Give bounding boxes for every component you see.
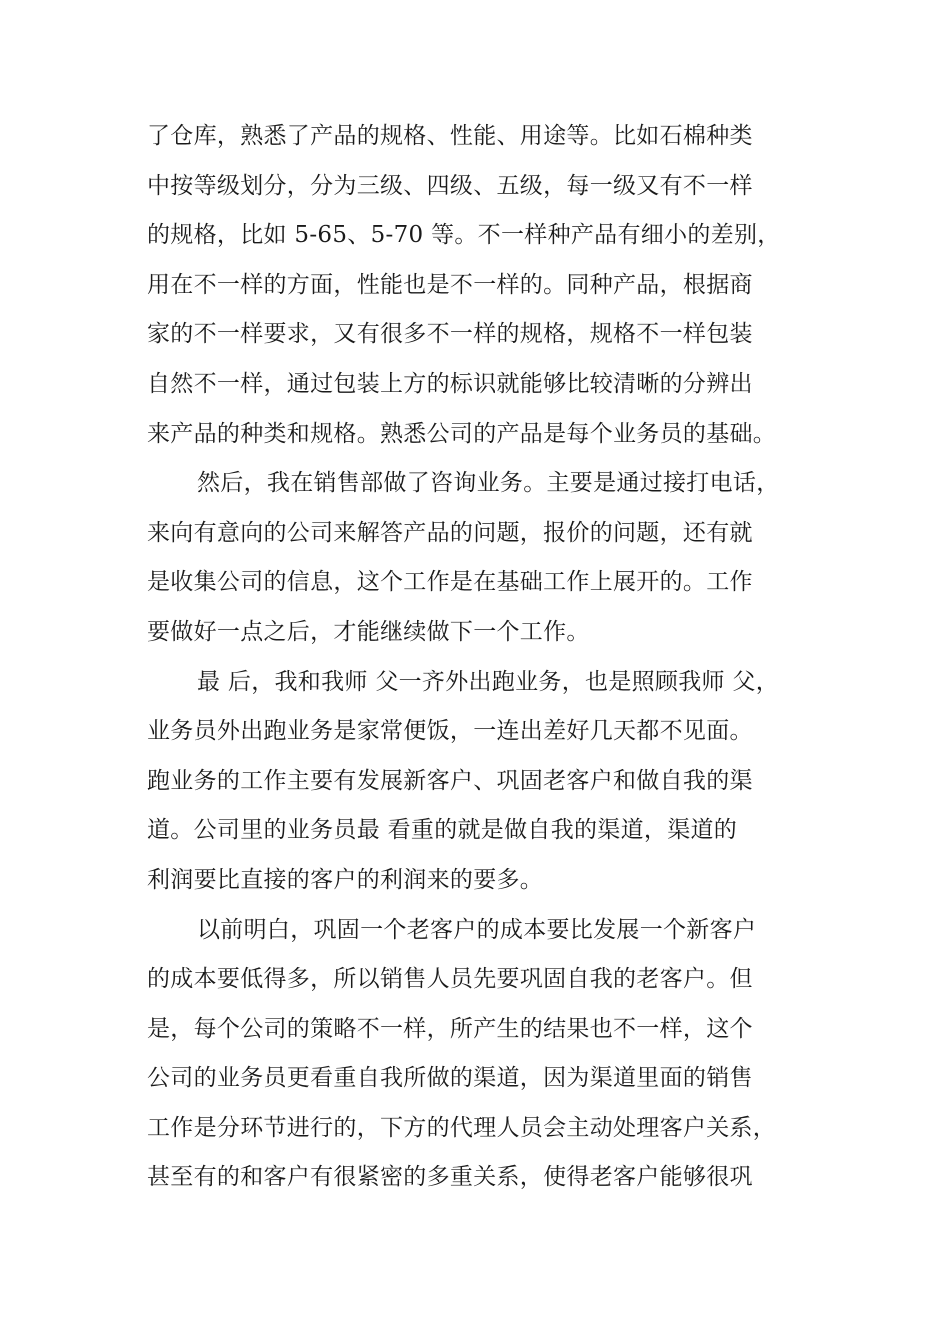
- text-line: 家的不一样要求，又有很多不一样的规格，规格不一样包装: [147, 321, 753, 348]
- text-line: 道。公司里的业务员最 看重的就是做自我的渠道，渠道的: [147, 817, 738, 844]
- paragraph-first-line: 最 后，我和我师 父一齐外出跑业务，也是照顾我师 父，: [197, 668, 780, 695]
- paragraph-first-line: 然后，我在销售部做了咨询业务。主要是通过接打电话，: [197, 470, 780, 497]
- text-line: 的规格，比如 5-65、5-70 等。不一样种产品有细小的差别，: [147, 222, 781, 249]
- text-line: 的成本要低得多，所以销售人员先要巩固自我的老客户。但: [147, 966, 753, 993]
- text-line: 跑业务的工作主要有发展新客户、巩固老客户和做自我的渠: [147, 767, 753, 794]
- text-line: 利润要比直接的客户的利润来的要多。: [147, 866, 544, 893]
- text-line: 公司的业务员更看重自我所做的渠道，因为渠道里面的销售: [147, 1065, 753, 1092]
- text-line: 甚至有的和客户有很紧密的多重关系，使得老客户能够很巩: [147, 1164, 753, 1191]
- text-line: 了仓库，熟悉了产品的规格、性能、用途等。比如石棉种类: [147, 123, 753, 149]
- text-line: 中按等级划分，分为三级、四级、五级，每一级又有不一样: [147, 172, 753, 199]
- text-line: 用在不一样的方面，性能也是不一样的。同种产品，根据商: [147, 271, 753, 298]
- paragraph-first-line: 以前明白，巩固一个老客户的成本要比发展一个新客户: [197, 916, 757, 943]
- document-body: [147, 112, 812, 1203]
- text-line: 来产品的种类和规格。熟悉公司的产品是每个业务员的基础。: [147, 420, 777, 447]
- text-line: 自然不一样，通过包装上方的标识就能够比较清晰的分辨出: [147, 370, 753, 397]
- text-line: 是收集公司的信息，这个工作是在基础工作上展开的。工作: [147, 569, 753, 596]
- text-line: 是，每个公司的策略不一样，所产生的结果也不一样，这个: [147, 1015, 753, 1042]
- text-line: 工作是分环节进行的，下方的代理人员会主动处理客户关系，: [147, 1114, 777, 1141]
- text-line: 要做好一点之后，才能继续做下一个工作。: [147, 618, 590, 645]
- text-line: 来向有意向的公司来解答产品的问题，报价的问题，还有就: [147, 519, 753, 546]
- text-line: 业务员外出跑业务是家常便饭，一连出差好几天都不见面。: [147, 718, 753, 745]
